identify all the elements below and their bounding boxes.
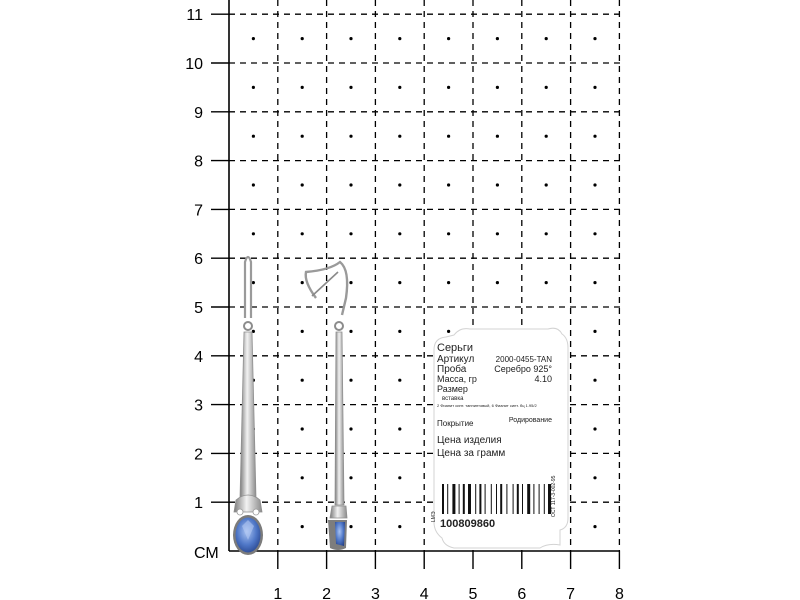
grid-dot (301, 37, 304, 40)
grid-dot (545, 135, 548, 138)
grid-dot (301, 330, 304, 333)
barcode-bar (479, 484, 481, 514)
barcode-bar (500, 484, 502, 514)
grid-dot (252, 232, 255, 235)
grid-dot (398, 525, 401, 528)
barcode-bar (447, 484, 448, 514)
grid-dot (301, 232, 304, 235)
tag-article-value: 2000-0455-TAN (495, 355, 552, 364)
grid-dot (301, 183, 304, 186)
grid-dot (252, 281, 255, 284)
tag-coating-label: Покрытие (437, 419, 474, 428)
grid-dot (349, 232, 352, 235)
y-axis-tick-label: 1 (194, 495, 203, 513)
x-axis-tick-label: 7 (566, 586, 576, 600)
barcode-bar (517, 484, 519, 514)
grid-dot (398, 37, 401, 40)
grid-dot (398, 86, 401, 89)
grid-dot (301, 525, 304, 528)
tag-assay-value: Серебро 925° (494, 364, 552, 374)
tag-coating-value: Родирование (508, 417, 552, 424)
grid-dot (398, 476, 401, 479)
grid-dot (301, 86, 304, 89)
grid-dot (593, 135, 596, 138)
grid-dot (398, 427, 401, 430)
grid-dot (349, 86, 352, 89)
barcode-bar (463, 484, 465, 514)
grid-dot (349, 37, 352, 40)
tag-product: Серьги (437, 342, 474, 354)
barcode-bar (459, 484, 460, 514)
x-axis-tick-label: 5 (468, 586, 478, 600)
grid-dot (301, 427, 304, 430)
y-axis-tick-label: 7 (194, 202, 203, 220)
grid-dot (593, 281, 596, 284)
tag-barcode-number: 100809860 (440, 518, 496, 530)
barcode-bar (527, 484, 530, 514)
tag-insert-label: вставка (442, 396, 464, 402)
y-axis-tick-label: 11 (186, 7, 203, 25)
barcode-bar (522, 484, 523, 514)
barcode-bar (452, 484, 455, 514)
grid-dot (496, 183, 499, 186)
y-axis-tick-label: 10 (185, 56, 203, 73)
grid-dot (496, 232, 499, 235)
barcode-bar (468, 484, 471, 514)
y-axis-labels (185, 7, 229, 512)
grid-dot (593, 525, 596, 528)
grid-dot (349, 330, 352, 333)
grid-dot (252, 86, 255, 89)
unit-label: СМ (194, 545, 219, 562)
grid-dot (349, 183, 352, 186)
y-axis-tick-label: 2 (194, 446, 203, 464)
grid-dot (447, 86, 450, 89)
tag-size-label: Размер (437, 384, 468, 394)
barcode-bar (485, 484, 486, 514)
grid-dot (447, 330, 450, 333)
grid-dot (252, 183, 255, 186)
grid-dot (349, 525, 352, 528)
tag-insert-detail: 2 Фианит синт. таннинтовый, 6 Фианит синт. бц 1.95/2 (437, 403, 537, 408)
grid-dot (301, 135, 304, 138)
grid-dot (447, 232, 450, 235)
tag-mass-value: 4.10 (534, 374, 552, 384)
grid-dot (349, 379, 352, 382)
grid-dot (447, 183, 450, 186)
tag-price-label: Цена изделия (437, 435, 502, 446)
y-axis-tick-label: 3 (194, 397, 203, 415)
barcode-bar (491, 484, 492, 514)
grid-dot (593, 37, 596, 40)
tag-article-label: Артикул (437, 354, 475, 365)
grid-dot (593, 183, 596, 186)
grid-dot (252, 37, 255, 40)
barcode-bar (544, 484, 545, 514)
grid-dot (545, 232, 548, 235)
x-axis-tick-label: 1 (273, 586, 283, 600)
grid-dot (593, 427, 596, 430)
grid-dot (301, 476, 304, 479)
tag-gram-price-label: Цена за грамм (437, 448, 506, 459)
y-axis-tick-label: 9 (194, 104, 203, 122)
grid-dot (252, 135, 255, 138)
grid-dot (496, 281, 499, 284)
grid-dot (398, 183, 401, 186)
grid-dot (593, 330, 596, 333)
price-tag (431, 328, 568, 548)
y-axis-tick-label: 5 (194, 300, 203, 317)
barcode-bar (539, 484, 540, 514)
barcode-bar (513, 484, 514, 514)
grid-dot (593, 232, 596, 235)
grid-dot (349, 281, 352, 284)
x-axis-tick-label: 4 (419, 586, 429, 600)
barcode-bar (496, 484, 497, 514)
grid-dot (545, 281, 548, 284)
y-axis-tick-label: 8 (194, 153, 203, 171)
earring-front-image (233, 257, 263, 555)
grid-dot (496, 135, 499, 138)
grid-dot (545, 183, 548, 186)
grid-dot (301, 281, 304, 284)
grid-dot (593, 86, 596, 89)
grid-dot (398, 135, 401, 138)
grid-dot (398, 330, 401, 333)
grid-dot (398, 232, 401, 235)
barcode-bar (475, 484, 476, 514)
grid-dot (447, 135, 450, 138)
y-axis-tick-label: 6 (194, 251, 203, 269)
tag-side-code: ОСТ 117-3-002-95 (551, 475, 557, 517)
grid-dot (545, 86, 548, 89)
grid-dot (398, 379, 401, 382)
grid-dot (447, 281, 450, 284)
x-axis-tick-label: 6 (517, 586, 527, 600)
grid-dot (545, 37, 548, 40)
grid-dot (349, 427, 352, 430)
barcode-bar (506, 484, 507, 514)
grid-dot (301, 379, 304, 382)
tag-mass-label: Масса, гр (437, 374, 477, 384)
grid-dot (349, 476, 352, 479)
tag-left-code: LMЭ (431, 511, 437, 522)
grid-dot (447, 37, 450, 40)
grid-dot (593, 379, 596, 382)
x-axis-tick-label: 3 (370, 586, 380, 600)
barcode-bar (442, 484, 444, 514)
x-axis-tick-label: 8 (614, 586, 624, 600)
grid-dot (349, 135, 352, 138)
grid-dot (496, 86, 499, 89)
x-axis-tick-label: 2 (322, 586, 332, 600)
barcode-bar (533, 484, 534, 514)
grid-dot (593, 476, 596, 479)
x-axis-labels (273, 551, 624, 600)
tag-assay-label: Проба (437, 364, 467, 375)
y-axis-tick-label: 4 (194, 348, 203, 366)
grid-dot (398, 281, 401, 284)
grid-dot (496, 37, 499, 40)
